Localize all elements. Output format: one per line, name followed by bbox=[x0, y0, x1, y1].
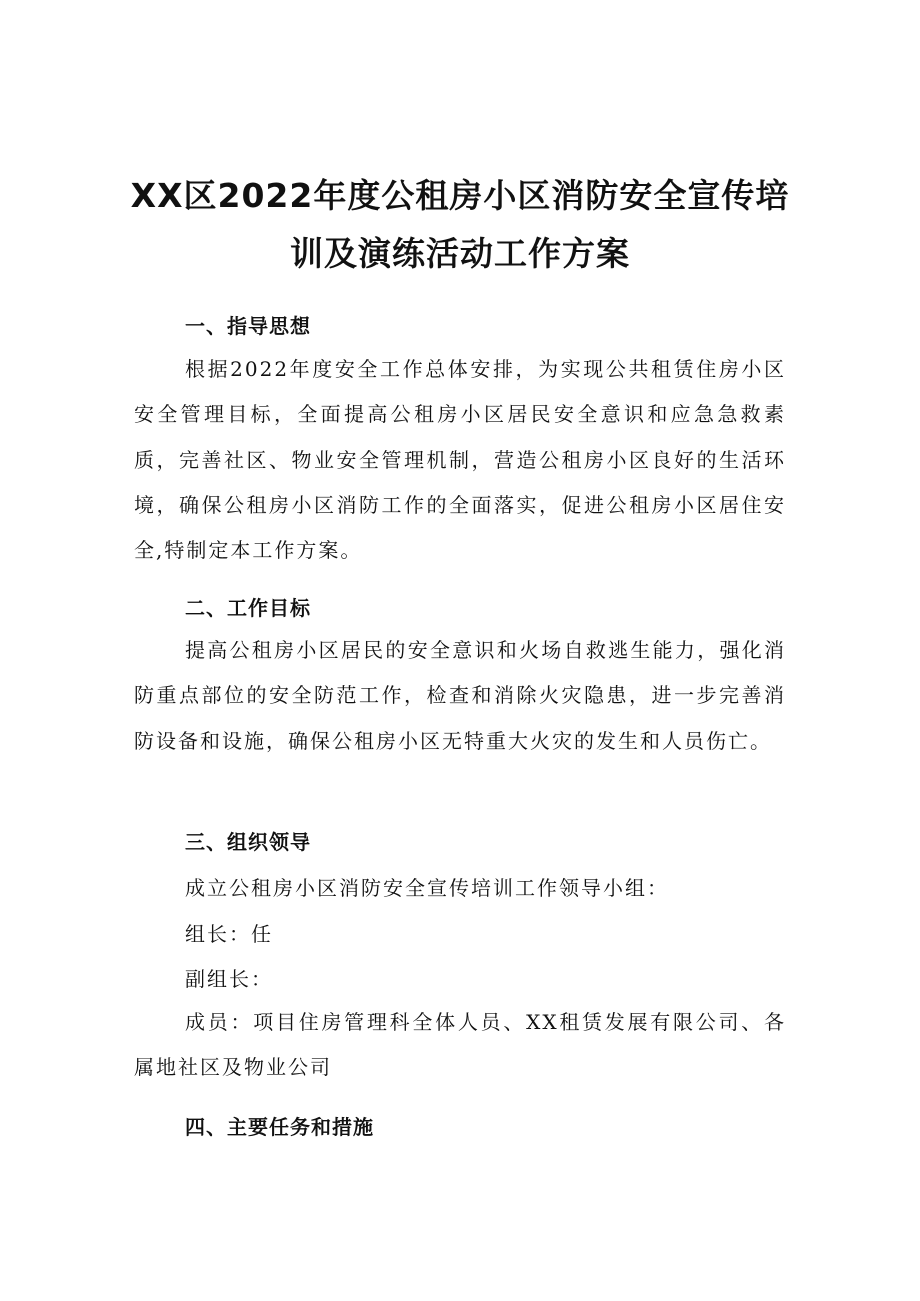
organization-deputy-leader: 副组长： bbox=[185, 967, 273, 991]
document-title-line-2: 训及演练活动工作方案 bbox=[290, 234, 630, 273]
section-heading-organization: 三、组织领导 bbox=[185, 830, 311, 854]
organization-leader: 组长：任 bbox=[185, 922, 273, 946]
organization-intro: 成立公租房小区消防安全宣传培训工作领导小组： bbox=[185, 876, 669, 900]
organization-members: 成员：项目住房管理科全体人员、XX租赁发展有限公司、各属地社区及物业公司 bbox=[134, 1010, 786, 1080]
section-paragraph-guiding-ideology: 根据2022年度安全工作总体安排，为实现公共租赁住房小区安全管理目标，全面提高公租房小区居民安全意识和应急急救素质，完善社区、物业安全管理机制，营造公租房小区良好的生活环境，确保公租房小区消防工作的全面落实，促进公租房小区居住安全,特制定本工作方案。 bbox=[134, 357, 786, 563]
section-paragraph-work-goals: 提高公租房小区居民的安全意识和火场自救逃生能力，强化消防重点部位的安全防范工作，检查和消除火灾隐患，进一步完善消防设备和设施，确保公租房小区无特重大火灾的发生和人员伤亡。 bbox=[134, 638, 786, 753]
section-heading-guiding-ideology: 一、指导思想 bbox=[185, 314, 311, 338]
section-heading-main-tasks: 四、主要任务和措施 bbox=[185, 1115, 374, 1139]
section-heading-work-goals: 二、工作目标 bbox=[185, 596, 311, 620]
document-title-line-1: XX区2022年度公租房小区消防安全宣传培 bbox=[130, 176, 790, 215]
